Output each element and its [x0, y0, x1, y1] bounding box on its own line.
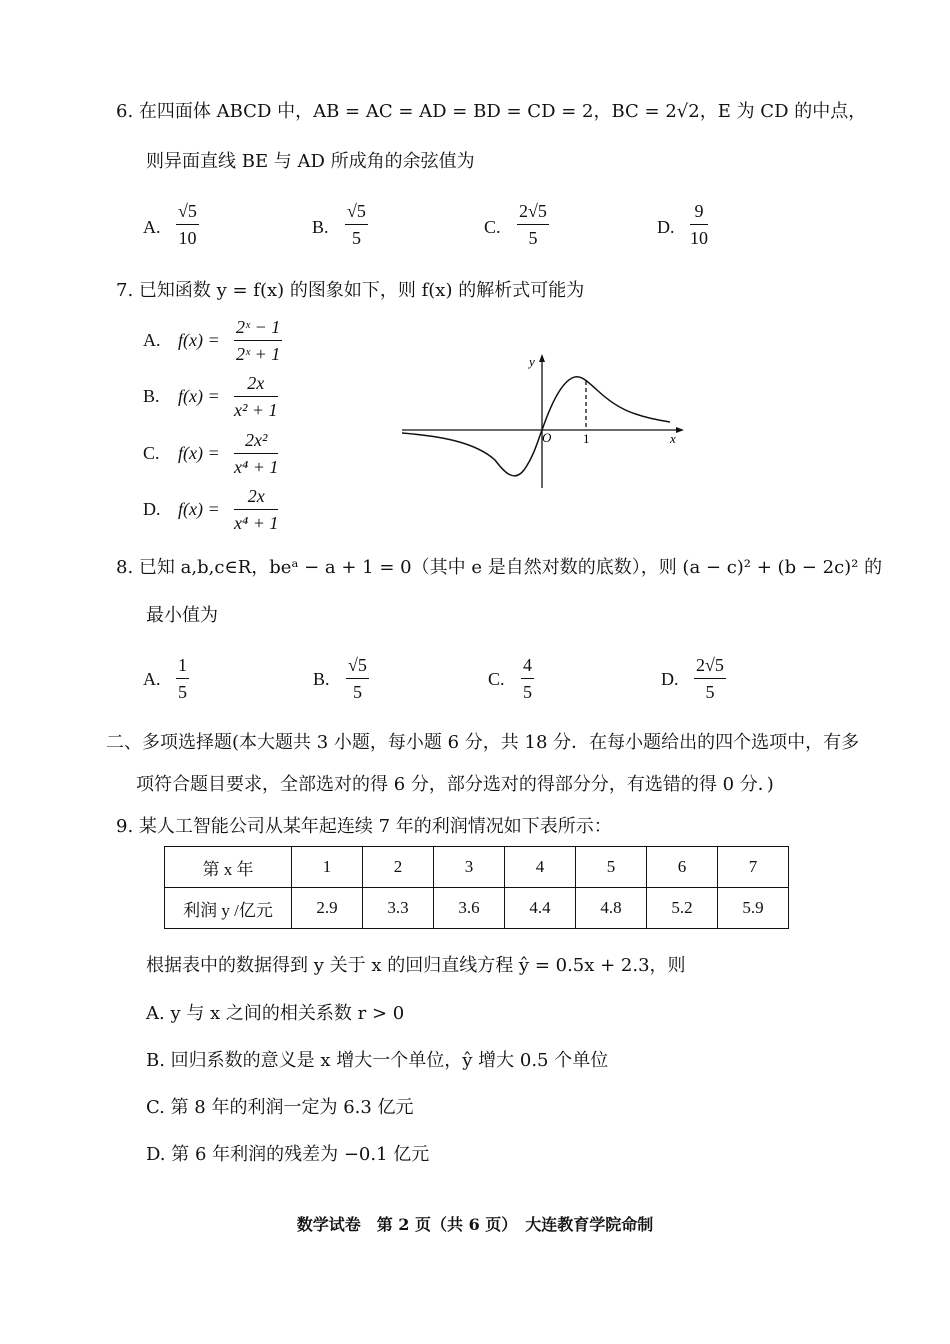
- q7-x-label: x: [670, 431, 676, 446]
- q8-option-a-label: A.: [143, 669, 161, 689]
- q7-option-a-label: A.: [143, 330, 161, 350]
- table-row: [165, 847, 789, 888]
- q7-option-b-label: B.: [143, 386, 160, 406]
- q8-stem-line1: 8. 已知 a,b,c∈R，beᵃ − a + 1 = 0（其中 e 是自然对数的底数），则 (a − c)² + (b − 2c)² 的: [116, 557, 883, 578]
- q6-stem-line1: 6. 在四面体 ABCD 中，AB = AC = AD = BD = CD = 2，BC = 2√2，E 为 CD 的中点，: [116, 101, 867, 122]
- q7-option-d-den: x⁴ + 1: [234, 513, 279, 533]
- q7-option-c-lhs: f(x) =: [178, 443, 220, 463]
- q7-x-axis-arrow: [676, 427, 684, 433]
- q8-option-b-label: B.: [313, 669, 330, 689]
- q9-profit-table: [164, 846, 789, 929]
- q6-option-d-num: 9: [690, 200, 708, 225]
- q6-option-d-label: D.: [657, 217, 675, 237]
- table-cell: 5.2: [647, 888, 718, 929]
- q6-option-c-num: 2√5: [517, 200, 549, 225]
- section2-line2: 项符合题目要求，全部选对的得 6 分，部分选对的得部分分，有选错的得 0 分．): [136, 774, 774, 795]
- q7-function-graph: [400, 350, 700, 490]
- q6-option-b-label: B.: [312, 217, 329, 237]
- q7-option-d-num: 2x: [234, 485, 278, 510]
- q8-option-a-num: 1: [176, 654, 189, 679]
- q7-option-c-num: 2x²: [234, 429, 278, 454]
- q7-origin-label: O: [542, 430, 552, 445]
- q7-curve: [402, 377, 670, 476]
- table-cell: 5: [576, 847, 647, 888]
- table-cell: 4.8: [576, 888, 647, 929]
- q6-option-a-label: A.: [143, 217, 161, 237]
- q9-stem: 9. 某人工智能公司从某年起连续 7 年的利润情况如下表所示：: [116, 816, 612, 837]
- q7-option-a-frac: [234, 316, 282, 365]
- q7-option-b-den: x² + 1: [234, 400, 278, 420]
- q6-option-a-num: √5: [176, 200, 199, 225]
- q6-option-a: [176, 200, 199, 249]
- q6-option-c: [517, 200, 549, 249]
- table-row: [165, 888, 789, 929]
- q8-option-a-den: 5: [178, 682, 187, 702]
- q8-option-b-den: 5: [352, 682, 362, 702]
- q7-stem: 7. 已知函数 y = f(x) 的图象如下，则 f(x) 的解析式可能为: [116, 280, 585, 301]
- q9-option-a: A. y 与 x 之间的相关系数 r > 0: [146, 1003, 405, 1024]
- q7-option-d-lhs: f(x) =: [178, 499, 220, 519]
- q6-option-c-den: 5: [528, 228, 538, 248]
- q6-option-d-den: 10: [690, 228, 708, 248]
- q7-option-b-lhs: f(x) =: [178, 386, 220, 406]
- q6-option-b-den: 5: [351, 228, 361, 248]
- table-cell: 2.9: [292, 888, 363, 929]
- q7-option-c-label: C.: [143, 443, 160, 463]
- q7-option-d-label: D.: [143, 499, 161, 519]
- q7-option-a-num: 2ˣ − 1: [234, 316, 282, 341]
- q6-option-a-den: 10: [178, 228, 197, 248]
- q6-option-d: [690, 200, 708, 249]
- q7-option-a-lhs: f(x) =: [178, 330, 220, 350]
- q7-tick-label: 1: [583, 431, 590, 446]
- table-cell: 5.9: [718, 888, 789, 929]
- q7-option-c-frac: [234, 429, 278, 478]
- q7-option-c-den: x⁴ + 1: [234, 457, 279, 477]
- q6-option-b-num: √5: [345, 200, 368, 225]
- table-cell: 3.3: [363, 888, 434, 929]
- q8-option-a: [176, 654, 189, 703]
- q6-option-b: [345, 200, 368, 249]
- q7-option-b-frac: [234, 372, 278, 421]
- q9-after-table: 根据表中的数据得到 y 关于 x 的回归直线方程 ŷ = 0.5x + 2.3，则: [146, 955, 686, 976]
- q8-option-d-label: D.: [661, 669, 679, 689]
- q7-y-axis-arrow: [539, 354, 545, 362]
- section2-line1: 二、多项选择题(本大题共 3 小题，每小题 6 分，共 18 分．在每小题给出的四个选项中，有多: [106, 732, 860, 753]
- q7-y-label: y: [529, 354, 535, 369]
- table-cell: 2: [363, 847, 434, 888]
- q9-row1-header: 第 x 年: [165, 847, 292, 888]
- q8-stem-line2: 最小值为: [146, 605, 218, 626]
- page-footer: 数学试卷 第 2 页（共 6 页） 大连教育学院命制: [296, 1215, 654, 1234]
- q8-option-c: [521, 654, 534, 703]
- q8-option-b-num: √5: [346, 654, 369, 679]
- q7-option-a-den: 2ˣ + 1: [236, 344, 281, 364]
- table-cell: 7: [718, 847, 789, 888]
- q9-option-d: D. 第 6 年利润的残差为 −0.1 亿元: [146, 1144, 430, 1165]
- table-cell: 3: [434, 847, 505, 888]
- table-cell: 4: [505, 847, 576, 888]
- table-cell: 1: [292, 847, 363, 888]
- q7-option-d-frac: [234, 485, 278, 534]
- q8-option-d-num: 2√5: [694, 654, 726, 679]
- q8-option-b: [346, 654, 369, 703]
- q8-option-c-den: 5: [523, 682, 532, 702]
- table-cell: 3.6: [434, 888, 505, 929]
- q6-option-c-label: C.: [484, 217, 501, 237]
- table-cell: 4.4: [505, 888, 576, 929]
- q9-option-b: B. 回归系数的意义是 x 增大一个单位，ŷ 增大 0.5 个单位: [146, 1050, 609, 1071]
- q9-row2-header: 利润 y /亿元: [165, 888, 292, 929]
- q9-option-c: C. 第 8 年的利润一定为 6.3 亿元: [146, 1097, 414, 1118]
- q8-option-c-label: C.: [488, 669, 505, 689]
- q7-option-b-num: 2x: [234, 372, 278, 397]
- table-cell: 6: [647, 847, 718, 888]
- q8-option-d: [694, 654, 726, 703]
- q8-option-c-num: 4: [521, 654, 534, 679]
- q6-stem-line2: 则异面直线 BE 与 AD 所成角的余弦值为: [146, 151, 475, 172]
- q8-option-d-den: 5: [705, 682, 715, 702]
